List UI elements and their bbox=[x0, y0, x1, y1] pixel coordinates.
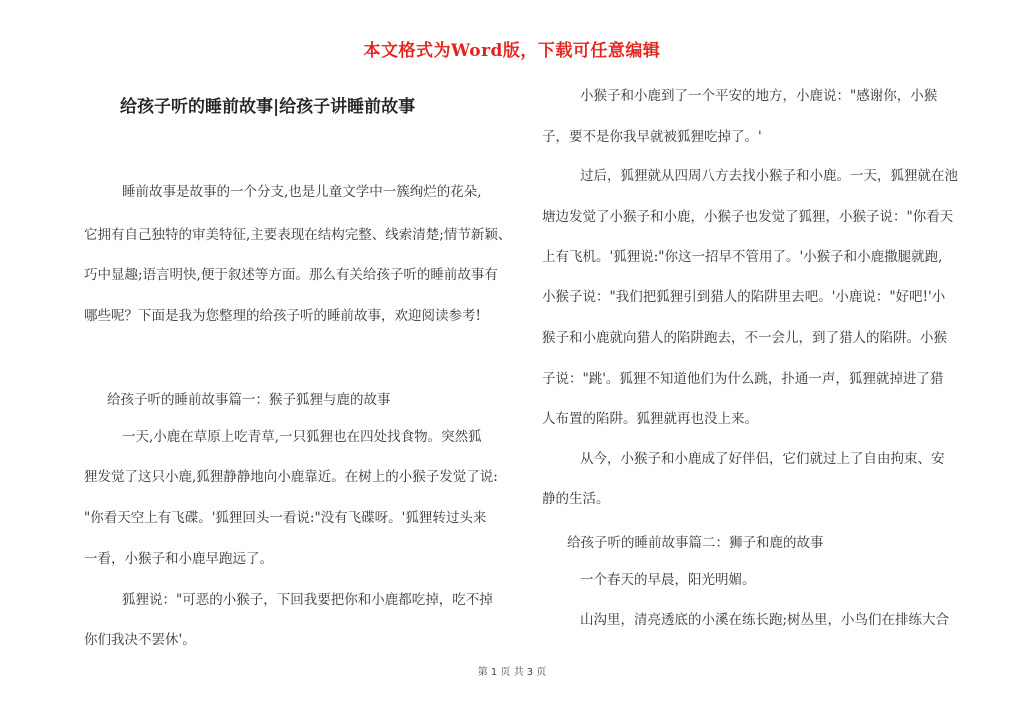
text-line: 一看，小猴子和小鹿早跑远了。 bbox=[84, 551, 273, 567]
text-line: 过后，狐狸就从四周八方去找小猴子和小鹿。一天，狐狸就在池 bbox=[580, 168, 958, 184]
text-line: 它拥有自己独特的审美特征,主要表现在结构完整、线索清楚;情节新颖、 bbox=[84, 227, 512, 243]
text-line: "你看天空上有飞碟。'狐狸回头一看说:"没有飞碟呀。'狐狸转过头来 bbox=[84, 510, 487, 526]
page-title: 给孩子听的睡前故事|给孩子讲睡前故事 bbox=[120, 97, 416, 117]
text-line: 你们我决不罢休'。 bbox=[84, 632, 196, 648]
text-line: 人布置的陷阱。狐狸就再也没上来。 bbox=[542, 411, 758, 427]
text-line: 狐狸说："可恶的小猴子，下回我要把你和小鹿都吃掉，吃不掉 bbox=[122, 592, 493, 608]
page-footer: 第 1 页 共 3 页 bbox=[477, 667, 547, 678]
text-line: 巧中显趣;语言明快,便于叙述等方面。那么有关给孩子听的睡前故事有 bbox=[84, 267, 498, 283]
text-line: 小猴子和小鹿到了一个平安的地方，小鹿说："感谢你，小猴 bbox=[580, 88, 938, 104]
text-line: 小猴子说："我们把狐狸引到猎人的陷阱里去吧。'小鹿说："好吧!'小 bbox=[542, 289, 946, 305]
text-line: 静的生活。 bbox=[542, 491, 610, 507]
text-line: 猴子和小鹿就向猎人的陷阱跑去，不一会儿，到了猎人的陷阱。小猴 bbox=[542, 330, 947, 346]
text-line: 睡前故事是故事的一个分支,也是儿童文学中一簇绚烂的花朵, bbox=[122, 184, 482, 200]
section-heading-1: 给孩子听的睡前故事篇一：猴子狐狸与鹿的故事 bbox=[107, 392, 391, 408]
text-line: 一天,小鹿在草原上吃青草,一只狐狸也在四处找食物。突然狐 bbox=[122, 429, 482, 445]
text-line: 山沟里，清亮透底的小溪在练长跑;树丛里，小鸟们在排练大合 bbox=[580, 612, 950, 628]
banner: 本文格式为Word版，下载可任意编辑 bbox=[363, 41, 661, 61]
section-heading-2: 给孩子听的睡前故事篇二：狮子和鹿的故事 bbox=[567, 535, 824, 551]
text-line: 哪些呢？下面是我为您整理的给孩子听的睡前故事，欢迎阅读参考! bbox=[84, 308, 481, 324]
text-line: 一个春天的早晨，阳光明媚。 bbox=[580, 572, 756, 588]
text-line: 子，要不是你我早就被狐狸吃掉了。' bbox=[542, 129, 762, 145]
text-line: 子说："跳'。狐狸不知道他们为什么跳，扑通一声，狐狸就掉进了猎 bbox=[542, 371, 944, 387]
text-line: 塘边发觉了小猴子和小鹿，小猴子也发觉了狐狸，小猴子说："你看天 bbox=[542, 209, 954, 225]
text-line: 狸发觉了这只小鹿,狐狸静静地向小鹿靠近。在树上的小猴子发觉了说: bbox=[84, 469, 498, 485]
text-line: 上有飞机。'狐狸说:"你这一招早不管用了。'小猴子和小鹿撒腿就跑, bbox=[542, 249, 943, 265]
text-line: 从今，小猴子和小鹿成了好伴侣，它们就过上了自由拘束、安 bbox=[580, 451, 945, 467]
